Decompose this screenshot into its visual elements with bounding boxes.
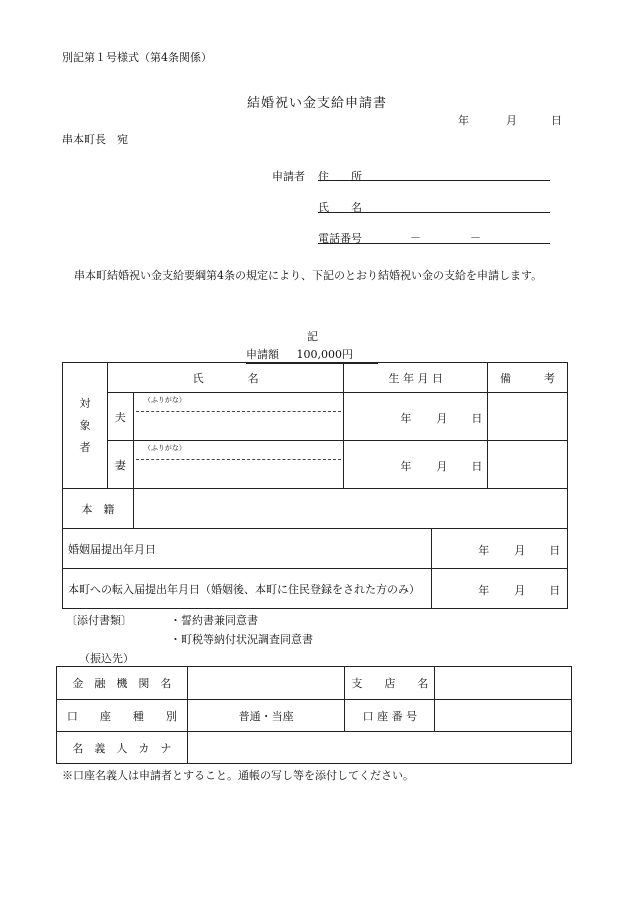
wife-dob-field[interactable] xyxy=(344,441,488,489)
marriage-month: 月 xyxy=(514,544,526,557)
marriage-day: 日 xyxy=(549,544,561,557)
dob-year: 年 xyxy=(400,412,412,425)
bank-table xyxy=(56,666,572,764)
dob-day: 日 xyxy=(471,412,483,425)
marriage-year: 年 xyxy=(478,544,490,557)
account-number-label: 口 座 番 号 xyxy=(345,700,435,732)
page-title: 結婚祝い金支給申請書 xyxy=(247,96,388,111)
husband-remarks-field[interactable] xyxy=(488,393,568,441)
target-label: 対 象 者 xyxy=(63,363,108,489)
holder-label: 名 義 人 カ ナ xyxy=(57,732,188,764)
institution-field[interactable] xyxy=(187,667,345,700)
branch-label: 支 店 名 xyxy=(345,667,435,700)
wife-remarks-field[interactable] xyxy=(488,441,568,489)
husband-label: 夫 xyxy=(107,393,133,441)
move-in-month: 月 xyxy=(514,584,526,597)
furigana-divider xyxy=(136,459,342,460)
address-field[interactable] xyxy=(318,179,550,181)
phone-separator-2: － xyxy=(470,231,481,244)
name-label: 氏 名 xyxy=(318,201,362,214)
account-type-label: 口 座 種 別 xyxy=(57,700,188,732)
date-month: 月 xyxy=(506,114,517,127)
dob-year: 年 xyxy=(400,460,412,473)
husband-dob-field[interactable] xyxy=(344,393,488,441)
branch-field[interactable] xyxy=(435,667,572,700)
attachment-item: ・町税等納付状況調査同意書 xyxy=(170,633,313,646)
husband-furigana-label: （ふりがな） xyxy=(143,396,186,404)
marriage-date-field[interactable] xyxy=(432,529,568,569)
furigana-divider xyxy=(136,411,342,412)
wife-label: 妻 xyxy=(107,441,133,489)
dob-day: 日 xyxy=(471,460,483,473)
honseki-label: 本 籍 xyxy=(63,489,134,529)
applicant-table xyxy=(62,362,568,609)
account-number-field[interactable] xyxy=(435,700,572,732)
form-number: 別記第１号様式（第4条関係） xyxy=(62,51,212,64)
move-in-year: 年 xyxy=(478,584,490,597)
address-label: 住 所 xyxy=(318,170,362,183)
amount-label: 申請額 xyxy=(246,348,279,361)
dob-month: 月 xyxy=(436,460,448,473)
move-in-label: 本町への転入届提出年月日（婚姻後、本町に住民登録をされた方のみ） xyxy=(63,569,432,609)
holder-field[interactable] xyxy=(187,732,571,764)
dob-month: 月 xyxy=(436,412,448,425)
account-type-value[interactable]: 普通・当座 xyxy=(187,700,345,732)
institution-label: 金 融 機 関 名 xyxy=(57,667,188,700)
header-remarks: 備 考 xyxy=(488,363,568,393)
applicant-label: 申請者 xyxy=(272,170,305,183)
move-in-date-field[interactable] xyxy=(432,569,568,609)
attachments-label: 〔添付書類〕 xyxy=(66,614,132,627)
date-day: 日 xyxy=(551,114,562,127)
amount-value: 100,000円 xyxy=(296,348,353,361)
honseki-field[interactable] xyxy=(133,489,567,529)
ki-label: 記 xyxy=(307,330,318,343)
phone-label: 電話番号 xyxy=(318,232,362,245)
header-name: 氏 名 xyxy=(107,363,344,393)
date-year: 年 xyxy=(458,114,469,127)
phone-field[interactable] xyxy=(318,242,550,244)
statement: 串本町結婚祝い金支給要綱第4条の規定により、下記のとおり結婚祝い金の支給を申請します。 xyxy=(74,269,543,282)
phone-separator-1: － xyxy=(410,231,421,244)
footnote: ※口座名義人は申請者とすること。通帳の写し等を添付してください。 xyxy=(62,769,414,782)
move-in-day: 日 xyxy=(549,584,561,597)
husband-name-field[interactable] xyxy=(133,393,344,441)
attachment-item: ・誓約書兼同意書 xyxy=(170,614,258,627)
wife-furigana-label: （ふりがな） xyxy=(143,444,186,452)
bank-section-label: （振込先） xyxy=(79,652,134,665)
wife-name-field[interactable] xyxy=(133,441,344,489)
name-field[interactable] xyxy=(318,211,550,213)
header-dob: 生 年 月 日 xyxy=(344,363,488,393)
addressee: 串本町長 宛 xyxy=(62,133,128,146)
marriage-date-label: 婚姻届提出年月日 xyxy=(63,529,432,569)
